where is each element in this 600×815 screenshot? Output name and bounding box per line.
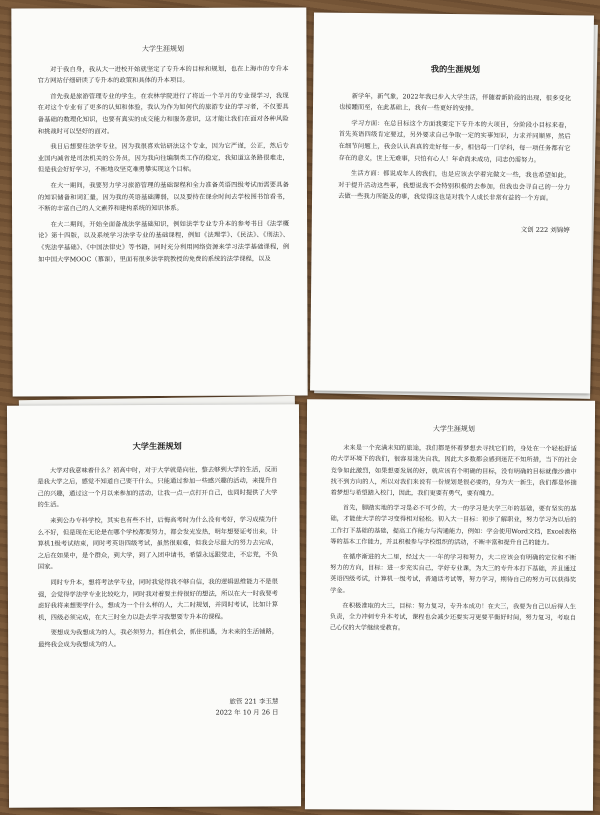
paragraph: 首先，脚踏实地的学习是必不可少的，大一的学习是大学三年的基础，要有坚实的基础，才能使大学的学习变得相对轻松。初入大一目标：初步了解职业，努力学习为以后的工作打下基础的基础，提高工作能力与沟通能力，例如：学会使用Word文档，Excel表格等的基本工作能力，并且积极参与学校组织的活动，不断丰富和提升自己的能力。	[330, 504, 577, 547]
paragraph: 在大二期间，开始全面备战法学基础知识，例如法学专业专升本的参考书目《法学概论》第十四版，以及系统学习法学专业的基础课程，例如《法理学》、《民法》、《刑法》、《宪法学基础》、《中国法律史》等书籍，同时充分利用网络资源来学习法学基础课程，例如中国大学MOOC（慕课），里面有很多法学院教授的免费的系统的法学课程，以及	[38, 220, 290, 263]
essay-sheet-bottom-right	[305, 399, 595, 811]
paragraph: 在积极准取的大三，目标：努力复习，专升本成功！在大三，我要为自己以后得人生负责，全力冲刺专升本考试，课程也会减少还要实习更要平衡好时间，努力复习，考取自己心仪的大学继续受教育。	[329, 602, 577, 633]
paragraph: 在大一期间，我要努力学习旅游管理的基础课程和全力准备英语四级考试而需要具备的知识储备和词汇量，因为我的英语基础薄弱，以及要持在课余时间去学校图书馆看书，不断的丰富自己的人文素养和建构系统的知识体系。	[37, 181, 289, 213]
paragraph: 未来是一个充满未知的旅途，我们都是怀着梦想去寻找它们的，身处在一个轻松舒适的大学环境下的我们，很容易迷失自我，因此大多数都会感到迷茫不知所措，当下的社会竞争如此激烈，如果想要发展的好，就应该有个明确的目标，没有明确的目标就像沙漠中找不到方向的人，所以对我们来说有一份规划是很必要的，身为大一新生，我们都是怀揣着梦想与希望踏入校门，因此，我们更要有勇气，要有魄力。	[330, 444, 577, 498]
paragraph: 对于我自身，我从大一进校开始就坚定了专升本的目标和规划，也在上海市的专升本官方网站仔细研读了专升本的政策和具体的升本项目。	[37, 65, 289, 85]
signature-date: 2022 年 10 月 26 日	[215, 708, 279, 717]
paragraph: 来到公办专科学校，其实也有些不甘，后悔高考时为什么没有考好，学习成绩为什么不好，但是现在无论是在哪个学校都要努力，都会发光发热，明年想要证考出来，计算机1级考试结束，同时考英语四级考试，虽然很艰难，但我会尽最大的努力去完成，之后在如果中，是个群众，到大学，到了入团申请书，希望永远跟党走，不忘党，不负国家。	[37, 516, 278, 571]
essay-sheet-top-right	[310, 13, 594, 394]
sheet-title: 大学生涯规划	[132, 440, 182, 452]
essay-sheet-bottom-left	[7, 404, 301, 808]
sheet-title: 大学生涯规划	[432, 424, 475, 434]
essay-sheet-top-left	[11, 7, 307, 396]
signature-name: 旅管 221 李玉慧	[229, 696, 279, 706]
paragraph: 我目后想要往法学专业，因为我很喜欢钻研法这个专业，因为它严谨，公正，然后专业国内减省是司法机关的公务员，因为我向往编制类工作的稳定，我知道这条路很难走，但是我会好好学习，不断地攻坚克难勇攀实现这个目标。	[37, 142, 289, 174]
paragraph: 同时专升本，想将考法学专业，同时我觉得我不够自信，我的逻辑思维能力不是很强，会觉得学法学专业比较吃力，同时我对着要主持很好的想法，所以在大一时我要考虑好我将来想要学什么，想成为一个什么样的人，大二时规划，并同时考试，比如计算机，四级必须完成，在大三时全力以赴去学习我想要专升本的课程。	[37, 578, 279, 622]
paragraph: 生活方面：都说成年人的我们，也是应该去学着完做文一些，我也希望如此，对于提升活动这些事，我想说我不会特别积极的去参加，但我也会寻自己的一分力去做一些我力所能及的事，我觉得这也是对我个人成长非常有益的一个方面。	[338, 170, 571, 203]
paragraph: 要想成为我想成为的人，我必须努力，抓住机会，抓住机遇，为未来的生活铺路，最终我会成为我想成为的人。	[38, 628, 279, 649]
paragraph: 新学年，新气象，2022年我已步入大学生活，伴随着新阶段的出现，很多变化也接踵而至，在此基础上，我有一些更好的安排。	[338, 92, 572, 113]
paragraph: 在循序渐进的大二里，经过大一一年的学习和努力，大二应该会有明确的定位和不断努力的方向，目标：进一步充实自己，学好专业课，为大三的专升本打下基础，并且通过英语四级考试，计算机一级考试，普通话考试等，努力学习，期待自己的努力可以获得奖学金。	[330, 553, 577, 595]
paragraph: 学习方面：在总目标这个方面我要定下专升本的大项目，分阶段小目标来看，首先英语四级肯定要过，另外要求自己争取一定的实事知识，力求并同顺界，然后在细节问题上，我会认认真真的走好每一步，相信每一门学科，每一项任务都有它存在的意义，世上无难事，只怕有心人！年命尚未成功，同志仍需努力。	[338, 119, 571, 164]
sheet-title: 大学生涯规划	[141, 44, 184, 54]
sheet-title: 我的生涯规划	[430, 63, 481, 75]
paragraph: 首先我是旅游管理专业的学生，在农林学院进行了将近一个半月的专业课学习，我现在对这个专业有了更多的认知和体验，我认为作为如何代的旅游专业的学习者，不仅要具备基础的数理化知识，也要有真实的成交能力和服务意识，这才能让我们在面对各种风险和挑战时可以坚好的面对。	[37, 92, 289, 135]
signature: 文创 222 刘锦婷	[520, 225, 570, 235]
paragraph: 大学对我意味着什么？初高中时，对于大学就是向往，整去够到大学的生活，反而是我大学之后，感觉不知道自己要干什么，只能通过参加一些感兴趣的活动，来提升自己的兴趣，通过这一个月以来参加的活动，让我一点一点打开自己，也同时提供了大学的生活。	[37, 465, 278, 509]
